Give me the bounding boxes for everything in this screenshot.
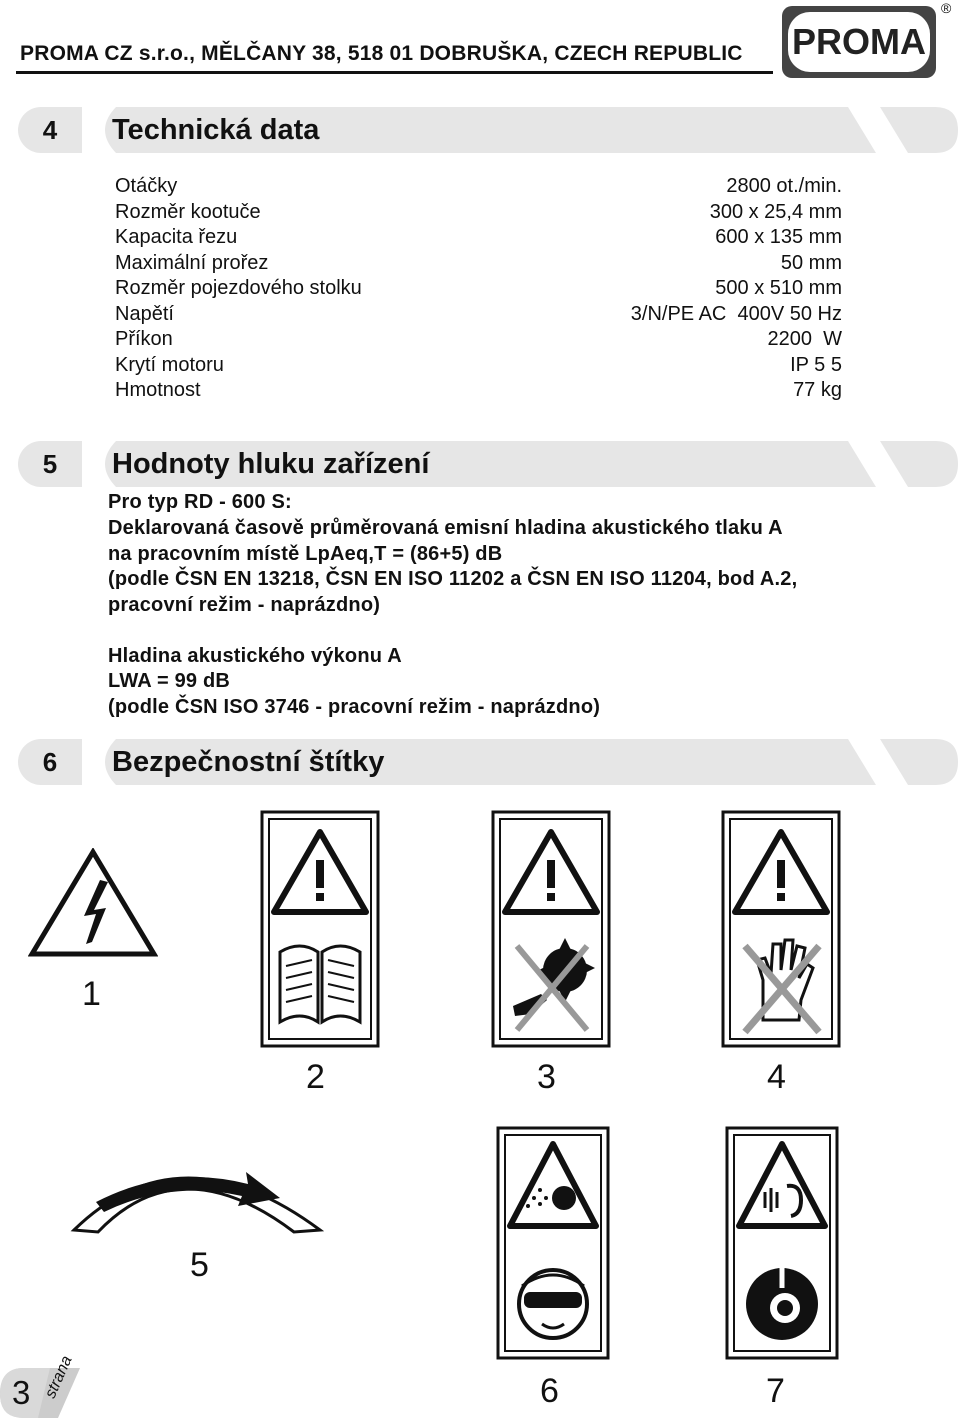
section-title: Bezpečnostní štítky	[112, 746, 385, 778]
spec-label: Otáčky	[115, 175, 178, 197]
spec-value: 3/N/PE AC 400V 50 Hz	[630, 303, 842, 325]
spec-label: Hmotnost	[115, 379, 201, 401]
label-number: 4	[767, 1058, 786, 1096]
noise-line: (podle ČSN ISO 3746 - pracovní režim - naprázdno)	[108, 696, 601, 718]
label-number: 5	[190, 1246, 209, 1284]
proma-logo	[780, 4, 938, 80]
spec-value: 77 kg	[793, 379, 842, 401]
section-title: Technická data	[112, 114, 320, 146]
label-number: 2	[306, 1058, 325, 1096]
spec-label: Krytí motoru	[115, 354, 224, 376]
electric-hazard-icon	[28, 848, 158, 958]
noise-line: pracovní režim - naprázdno)	[108, 594, 381, 616]
spec-value: 600 x 135 mm	[715, 226, 842, 248]
spec-label: Rozměr pojezdového stolku	[115, 277, 362, 299]
company-address: PROMA CZ s.r.o., MĚLČANY 38, 518 01 DOBRUŠKA, CZECH REPUBLIC	[20, 42, 743, 65]
section-number: 6	[42, 747, 58, 777]
noise-line: Deklarovaná časově průměrovaná emisní hladina akustického tlaku A	[108, 517, 783, 539]
section-number: 4	[42, 115, 58, 145]
wear-ear-protection-icon	[725, 1126, 839, 1360]
noise-line: Pro typ RD - 600 S:	[108, 491, 292, 513]
registered-mark: ®	[941, 0, 952, 16]
spec-label: Napětí	[115, 303, 174, 325]
read-manual-icon	[260, 810, 380, 1048]
label-number: 3	[537, 1058, 556, 1096]
no-hands-near-blade-icon	[491, 810, 611, 1048]
section-5-header	[18, 441, 958, 487]
spec-label: Příkon	[115, 328, 173, 350]
label-number: 1	[82, 975, 101, 1013]
spec-value: IP 5 5	[790, 354, 842, 376]
noise-line: LWA = 99 dB	[108, 670, 231, 692]
noise-line: na pracovním místě LpAeq,T = (86+5) dB	[108, 543, 503, 565]
spec-value: 500 x 510 mm	[715, 277, 842, 299]
wear-eye-protection-icon	[496, 1126, 610, 1360]
spec-label: Kapacita řezu	[115, 226, 238, 248]
spec-value: 2800 ot./min.	[726, 175, 842, 197]
section-6-header	[18, 739, 958, 785]
no-gloves-icon	[721, 810, 841, 1048]
section-number: 5	[42, 449, 58, 479]
section-4-header	[18, 107, 958, 153]
spec-value: 300 x 25,4 mm	[709, 201, 842, 223]
spec-value: 2200 W	[767, 328, 842, 350]
spec-label: Rozměr kootuče	[115, 201, 261, 223]
spec-value: 50 mm	[780, 252, 842, 274]
page-word: strana	[42, 1353, 76, 1401]
label-number: 7	[766, 1372, 785, 1410]
rotation-direction-arrow-icon	[70, 1136, 324, 1236]
noise-line: (podle ČSN EN 13218, ČSN EN ISO 11202 a ČSN EN ISO 11204, bod A.2,	[108, 568, 798, 590]
label-number: 6	[540, 1372, 559, 1410]
page-number: 3	[12, 1374, 31, 1411]
noise-line: Hladina akustického výkonu A	[108, 645, 402, 667]
header-rule	[16, 71, 773, 74]
spec-label: Maximální prořez	[115, 252, 269, 274]
section-title: Hodnoty hluku zařízení	[112, 448, 430, 480]
logo-text: PROMA	[792, 21, 926, 62]
